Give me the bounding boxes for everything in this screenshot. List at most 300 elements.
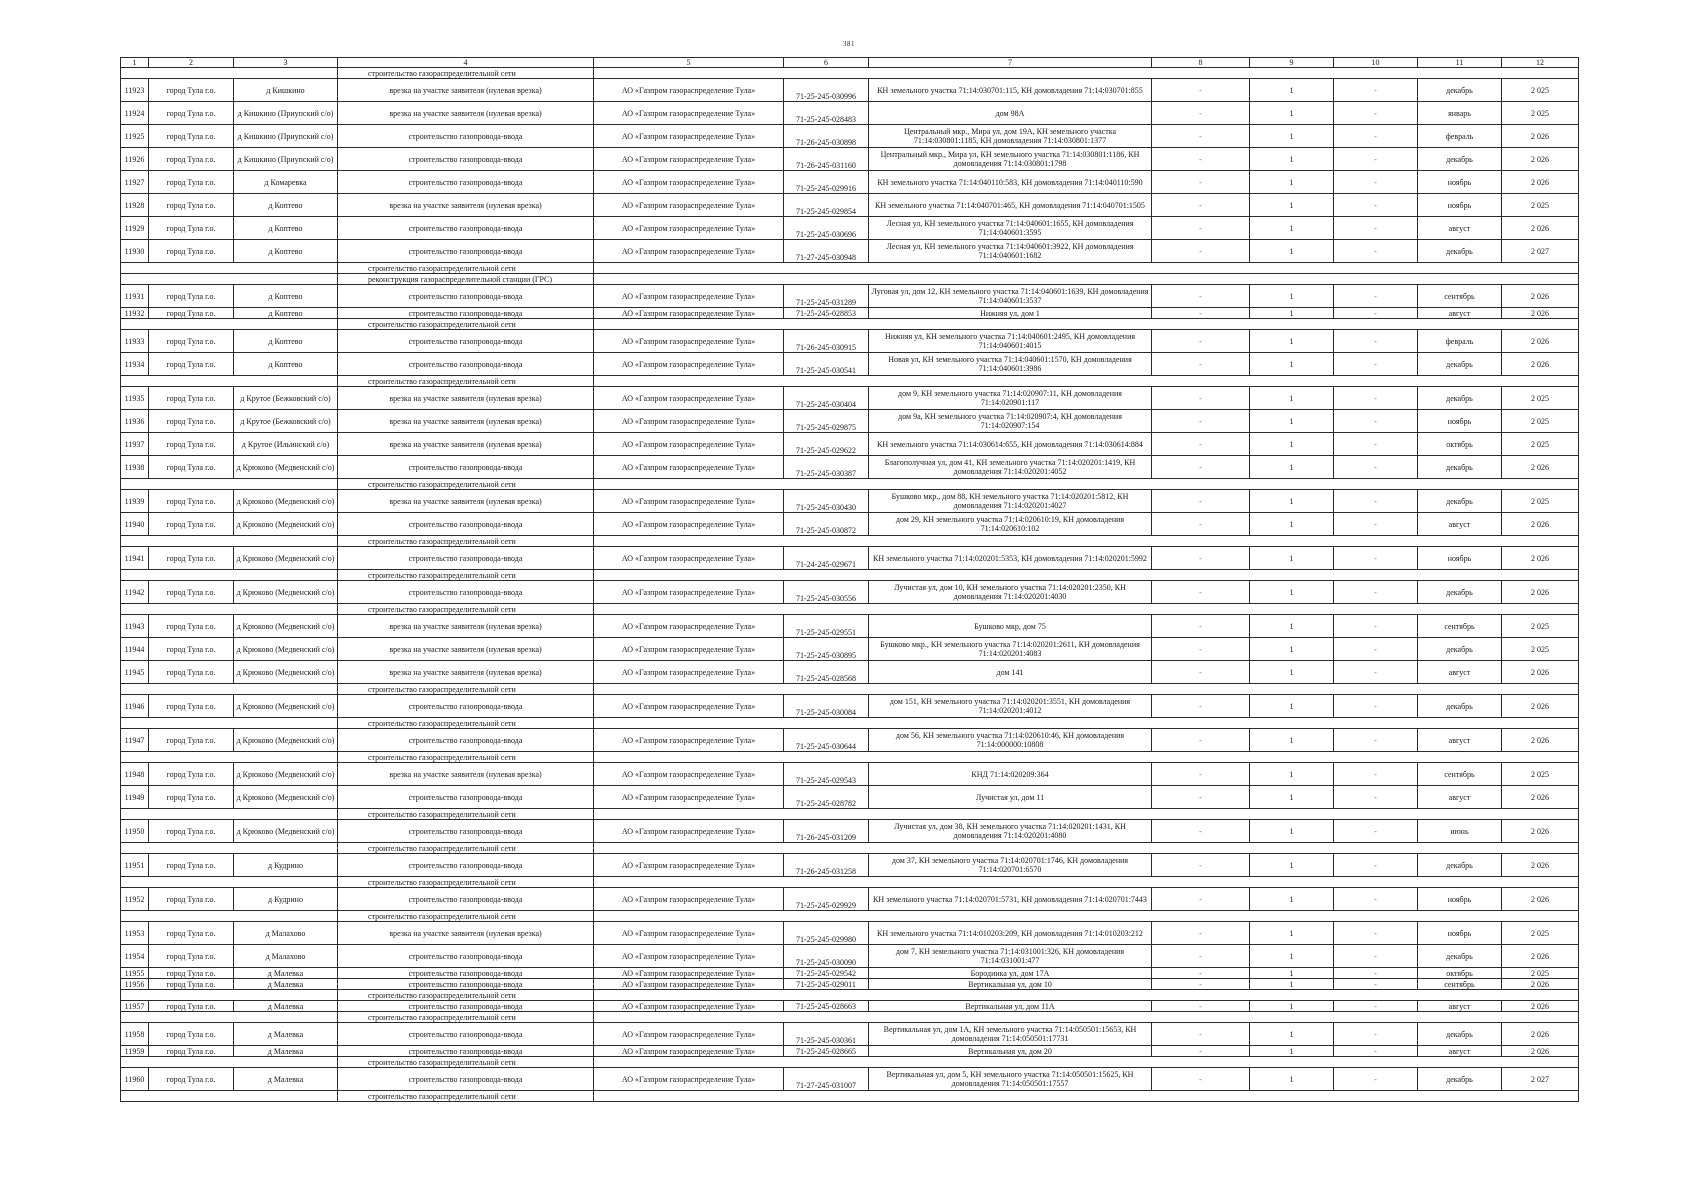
- table-row: [121, 308, 1579, 319]
- year: 2 025: [1502, 490, 1579, 513]
- col10-value: -: [1334, 979, 1418, 990]
- col10-value: -: [1334, 968, 1418, 979]
- year: 2 026: [1502, 979, 1579, 990]
- organization: АО «Газпром газораспределение Тула»: [594, 979, 784, 990]
- col10-value: -: [1334, 888, 1418, 911]
- year: 2 026: [1502, 217, 1579, 240]
- table-row: [121, 330, 1579, 353]
- municipality: город Тула г.о.: [149, 922, 234, 945]
- empty-cell: [121, 718, 338, 729]
- municipality: город Тула г.о.: [149, 410, 234, 433]
- municipality: город Тула г.о.: [149, 1046, 234, 1057]
- table-row: [121, 125, 1579, 148]
- count-value: 1: [1250, 125, 1334, 148]
- application-number: 71-26-245-031258: [784, 854, 869, 877]
- address: Бушково мкр., КН земельного участка 71:14:020201:2611, КН домовладения 71:14:020201:4083: [869, 638, 1152, 661]
- col8-value: -: [1152, 763, 1250, 786]
- application-number: 71-25-245-029551: [784, 615, 869, 638]
- application-number: 71-25-245-029543: [784, 763, 869, 786]
- col8-value: -: [1152, 820, 1250, 843]
- municipality: город Тула г.о.: [149, 1001, 234, 1012]
- empty-cell: [594, 990, 1579, 1001]
- address: Бушково мкр., дом 88, КН земельного участка 71:14:020201:5812, КН домовладения 71:14:020201:4027: [869, 490, 1152, 513]
- settlement: д Крюково (Медвенский с/о): [234, 763, 338, 786]
- col8-value: -: [1152, 922, 1250, 945]
- application-number: 71-25-245-029980: [784, 922, 869, 945]
- count-value: 1: [1250, 410, 1334, 433]
- month: декабрь: [1418, 79, 1502, 102]
- work-type: врезка на участке заявителя (нулевая врезка): [338, 433, 594, 456]
- subsection-label: строительство газораспределительной сети: [338, 479, 594, 490]
- table-body: [121, 68, 1579, 1102]
- settlement: д Крутое (Бежковский с/о): [234, 410, 338, 433]
- settlement: д Кишкино: [234, 79, 338, 102]
- work-type: врезка на участке заявителя (нулевая врезка): [338, 922, 594, 945]
- col10-value: -: [1334, 148, 1418, 171]
- settlement: д Крюково (Медвенский с/о): [234, 695, 338, 718]
- settlement: д Малевка: [234, 1023, 338, 1046]
- col8-value: -: [1152, 353, 1250, 376]
- table-row: [121, 729, 1579, 752]
- col8-value: -: [1152, 1001, 1250, 1012]
- row-number: 11940: [121, 513, 149, 536]
- subsection-label: строительство газораспределительной сети: [338, 263, 594, 274]
- municipality: город Тула г.о.: [149, 330, 234, 353]
- empty-cell: [121, 843, 338, 854]
- application-number: 71-25-245-030361: [784, 1023, 869, 1046]
- address: КН земельного участка 71:14:030614:655, КН домовладения 71:14:030614:884: [869, 433, 1152, 456]
- month: декабрь: [1418, 695, 1502, 718]
- municipality: город Тула г.о.: [149, 387, 234, 410]
- application-number: 71-25-245-031289: [784, 285, 869, 308]
- work-type: строительство газопровода-ввода: [338, 330, 594, 353]
- municipality: город Тула г.о.: [149, 786, 234, 809]
- year: 2 025: [1502, 194, 1579, 217]
- month: сентябрь: [1418, 763, 1502, 786]
- subsection-row: [121, 536, 1579, 547]
- empty-cell: [594, 843, 1579, 854]
- month: август: [1418, 729, 1502, 752]
- address: Луговая ул, дом 12, КН земельного участка 71:14:040601:1639, КН домовладения 71:14:040601:3537: [869, 285, 1152, 308]
- organization: АО «Газпром газораспределение Тула»: [594, 763, 784, 786]
- work-type: строительство газопровода-ввода: [338, 1046, 594, 1057]
- empty-cell: [594, 68, 1579, 79]
- count-value: 1: [1250, 513, 1334, 536]
- column-number: 6: [784, 58, 869, 68]
- col8-value: -: [1152, 387, 1250, 410]
- work-type: строительство газопровода-ввода: [338, 240, 594, 263]
- col8-value: -: [1152, 979, 1250, 990]
- month: июнь: [1418, 820, 1502, 843]
- count-value: 1: [1250, 968, 1334, 979]
- settlement: д Малевка: [234, 979, 338, 990]
- address: Центральный мкр., Мира ул, дом 19А, КН земельного участка 71:14:030801:1185, КН домовладения 71:14:030801:1377: [869, 125, 1152, 148]
- row-number: 11943: [121, 615, 149, 638]
- subsection-row: [121, 1012, 1579, 1023]
- work-type: врезка на участке заявителя (нулевая врезка): [338, 79, 594, 102]
- empty-cell: [594, 718, 1579, 729]
- application-number: 71-25-245-030090: [784, 945, 869, 968]
- organization: АО «Газпром газораспределение Тула»: [594, 786, 784, 809]
- organization: АО «Газпром газораспределение Тула»: [594, 888, 784, 911]
- subsection-label: строительство газораспределительной сети: [338, 809, 594, 820]
- municipality: город Тула г.о.: [149, 433, 234, 456]
- work-type: врезка на участке заявителя (нулевая врезка): [338, 615, 594, 638]
- work-type: строительство газопровода-ввода: [338, 695, 594, 718]
- col8-value: -: [1152, 125, 1250, 148]
- year: 2 026: [1502, 1001, 1579, 1012]
- organization: АО «Газпром газораспределение Тула»: [594, 581, 784, 604]
- settlement: д Крутое (Бежковский с/о): [234, 387, 338, 410]
- year: 2 025: [1502, 387, 1579, 410]
- settlement: д Крюково (Медвенский с/о): [234, 456, 338, 479]
- address: Бородинка ул, дом 17А: [869, 968, 1152, 979]
- month: сентябрь: [1418, 979, 1502, 990]
- count-value: 1: [1250, 490, 1334, 513]
- empty-cell: [594, 1057, 1579, 1068]
- organization: АО «Газпром газораспределение Тула»: [594, 240, 784, 263]
- organization: АО «Газпром газораспределение Тула»: [594, 285, 784, 308]
- year: 2 025: [1502, 615, 1579, 638]
- subsection-row: [121, 376, 1579, 387]
- month: декабрь: [1418, 456, 1502, 479]
- address: Вертикальная ул, дом 11А: [869, 1001, 1152, 1012]
- work-type: строительство газопровода-ввода: [338, 968, 594, 979]
- work-type: строительство газопровода-ввода: [338, 979, 594, 990]
- month: декабрь: [1418, 490, 1502, 513]
- col10-value: -: [1334, 217, 1418, 240]
- address: дом 9а, КН земельного участка 71:14:020907:4, КН домовладения 71:14:020907:154: [869, 410, 1152, 433]
- municipality: город Тула г.о.: [149, 968, 234, 979]
- settlement: д Кудрино: [234, 854, 338, 877]
- table-row: [121, 968, 1579, 979]
- row-number: 11935: [121, 387, 149, 410]
- column-number: 11: [1418, 58, 1502, 68]
- empty-cell: [121, 1091, 338, 1102]
- table-row: [121, 490, 1579, 513]
- page-number: 381: [843, 40, 855, 48]
- empty-cell: [121, 911, 338, 922]
- row-number: 11938: [121, 456, 149, 479]
- row-number: 11947: [121, 729, 149, 752]
- col8-value: -: [1152, 1023, 1250, 1046]
- address: Вертикальная ул, дом 10: [869, 979, 1152, 990]
- year: 2 026: [1502, 786, 1579, 809]
- subsection-label: строительство газораспределительной сети: [338, 990, 594, 1001]
- empty-cell: [594, 1012, 1579, 1023]
- organization: АО «Газпром газораспределение Тула»: [594, 638, 784, 661]
- year: 2 025: [1502, 922, 1579, 945]
- month: декабрь: [1418, 854, 1502, 877]
- application-number: 71-25-245-030872: [784, 513, 869, 536]
- organization: АО «Газпром газораспределение Тула»: [594, 513, 784, 536]
- col10-value: -: [1334, 581, 1418, 604]
- work-type: строительство газопровода-ввода: [338, 217, 594, 240]
- empty-cell: [121, 990, 338, 1001]
- municipality: город Тула г.о.: [149, 308, 234, 319]
- count-value: 1: [1250, 1001, 1334, 1012]
- year: 2 026: [1502, 148, 1579, 171]
- settlement: д Крюково (Медвенский с/о): [234, 581, 338, 604]
- address: Благополучная ул, дом 41, КН земельного участка 71:14:020201:1419, КН домовладения 71:14:020201:4052: [869, 456, 1152, 479]
- organization: АО «Газпром газораспределение Тула»: [594, 353, 784, 376]
- municipality: город Тула г.о.: [149, 854, 234, 877]
- address: КНД 71:14:020209:364: [869, 763, 1152, 786]
- col8-value: -: [1152, 1068, 1250, 1091]
- row-number: 11934: [121, 353, 149, 376]
- col10-value: -: [1334, 513, 1418, 536]
- organization: АО «Газпром газораспределение Тула»: [594, 148, 784, 171]
- organization: АО «Газпром газораспределение Тула»: [594, 661, 784, 684]
- month: ноябрь: [1418, 922, 1502, 945]
- empty-cell: [594, 376, 1579, 387]
- subsection-label: строительство газораспределительной сети: [338, 376, 594, 387]
- address: Вертикальная ул, дом 5, КН земельного участка 71:14:050501:15625, КН домовладения 71:14:050501:17557: [869, 1068, 1152, 1091]
- settlement: д Крюково (Медвенский с/о): [234, 513, 338, 536]
- organization: АО «Газпром газораспределение Тула»: [594, 1023, 784, 1046]
- count-value: 1: [1250, 695, 1334, 718]
- col10-value: -: [1334, 308, 1418, 319]
- settlement: д Крюково (Медвенский с/о): [234, 661, 338, 684]
- subsection-row: [121, 68, 1579, 79]
- subsection-row: [121, 604, 1579, 615]
- month: декабрь: [1418, 240, 1502, 263]
- empty-cell: [594, 1091, 1579, 1102]
- settlement: д Коптево: [234, 194, 338, 217]
- empty-cell: [594, 877, 1579, 888]
- col10-value: -: [1334, 410, 1418, 433]
- organization: АО «Газпром газораспределение Тула»: [594, 79, 784, 102]
- count-value: 1: [1250, 433, 1334, 456]
- count-value: 1: [1250, 456, 1334, 479]
- row-number: 11927: [121, 171, 149, 194]
- address: дом 141: [869, 661, 1152, 684]
- table-row: [121, 387, 1579, 410]
- application-number: 71-25-245-030404: [784, 387, 869, 410]
- count-value: 1: [1250, 581, 1334, 604]
- count-value: 1: [1250, 638, 1334, 661]
- organization: АО «Газпром газораспределение Тула»: [594, 433, 784, 456]
- column-number: 7: [869, 58, 1152, 68]
- col8-value: -: [1152, 410, 1250, 433]
- col8-value: -: [1152, 1046, 1250, 1057]
- empty-cell: [594, 536, 1579, 547]
- address: дом 98А: [869, 102, 1152, 125]
- year: 2 025: [1502, 79, 1579, 102]
- settlement: д Крюково (Медвенский с/о): [234, 547, 338, 570]
- col8-value: -: [1152, 945, 1250, 968]
- count-value: 1: [1250, 387, 1334, 410]
- column-number: 2: [149, 58, 234, 68]
- subsection-label: строительство газораспределительной сети: [338, 684, 594, 695]
- subsection-label: строительство газораспределительной сети: [338, 1012, 594, 1023]
- year: 2 026: [1502, 581, 1579, 604]
- row-number: 11953: [121, 922, 149, 945]
- col10-value: -: [1334, 820, 1418, 843]
- work-type: строительство газопровода-ввода: [338, 1023, 594, 1046]
- count-value: 1: [1250, 308, 1334, 319]
- col10-value: -: [1334, 353, 1418, 376]
- organization: АО «Газпром газораспределение Тула»: [594, 490, 784, 513]
- col10-value: -: [1334, 638, 1418, 661]
- year: 2 026: [1502, 888, 1579, 911]
- year: 2 025: [1502, 968, 1579, 979]
- municipality: город Тула г.о.: [149, 125, 234, 148]
- month: декабрь: [1418, 1068, 1502, 1091]
- col8-value: -: [1152, 456, 1250, 479]
- year: 2 026: [1502, 308, 1579, 319]
- application-number: 71-25-245-028663: [784, 1001, 869, 1012]
- year: 2 026: [1502, 1046, 1579, 1057]
- municipality: город Тула г.о.: [149, 695, 234, 718]
- settlement: д Крюково (Медвенский с/о): [234, 729, 338, 752]
- work-type: строительство газопровода-ввода: [338, 1068, 594, 1091]
- application-number: 71-26-245-031209: [784, 820, 869, 843]
- row-number: 11950: [121, 820, 149, 843]
- address: Лесная ул, КН земельного участка 71:14:040601:3922, КН домовладения 71:14:040601:1682: [869, 240, 1152, 263]
- municipality: город Тула г.о.: [149, 217, 234, 240]
- empty-cell: [121, 536, 338, 547]
- col8-value: -: [1152, 615, 1250, 638]
- col10-value: -: [1334, 615, 1418, 638]
- row-number: 11929: [121, 217, 149, 240]
- application-number: 71-25-245-030541: [784, 353, 869, 376]
- work-type: строительство газопровода-ввода: [338, 547, 594, 570]
- empty-cell: [121, 570, 338, 581]
- subsection-row: [121, 319, 1579, 330]
- application-number: 71-25-245-028483: [784, 102, 869, 125]
- row-number: 11931: [121, 285, 149, 308]
- work-type: строительство газопровода-ввода: [338, 125, 594, 148]
- year: 2 026: [1502, 125, 1579, 148]
- settlement: д Кишкино (Приупский с/о): [234, 148, 338, 171]
- year: 2 026: [1502, 456, 1579, 479]
- col8-value: -: [1152, 217, 1250, 240]
- table-row: [121, 194, 1579, 217]
- empty-cell: [594, 604, 1579, 615]
- organization: АО «Газпром газораспределение Тула»: [594, 1046, 784, 1057]
- row-number: 11952: [121, 888, 149, 911]
- subsection-label: строительство газораспределительной сети: [338, 843, 594, 854]
- subsection-label: строительство газораспределительной сети: [338, 718, 594, 729]
- address: Нижняя ул, дом 1: [869, 308, 1152, 319]
- table-row: [121, 353, 1579, 376]
- row-number: 11949: [121, 786, 149, 809]
- organization: АО «Газпром газораспределение Тула»: [594, 171, 784, 194]
- col8-value: -: [1152, 240, 1250, 263]
- count-value: 1: [1250, 148, 1334, 171]
- address: Вертикальная ул, дом 1А, КН земельного участка 71:14:050501:15653, КН домовладения 71:14:050501:17731: [869, 1023, 1152, 1046]
- subsection-label: строительство газораспределительной сети: [338, 752, 594, 763]
- year: 2 027: [1502, 1068, 1579, 1091]
- organization: АО «Газпром газораспределение Тула»: [594, 125, 784, 148]
- table-row: [121, 1001, 1579, 1012]
- work-type: строительство газопровода-ввода: [338, 945, 594, 968]
- application-number: 71-24-245-029671: [784, 547, 869, 570]
- count-value: 1: [1250, 547, 1334, 570]
- settlement: д Малевка: [234, 1001, 338, 1012]
- work-type: врезка на участке заявителя (нулевая врезка): [338, 638, 594, 661]
- work-type: строительство газопровода-ввода: [338, 581, 594, 604]
- month: август: [1418, 308, 1502, 319]
- col8-value: -: [1152, 638, 1250, 661]
- work-type: врезка на участке заявителя (нулевая врезка): [338, 763, 594, 786]
- address: КН земельного участка 71:14:020201:5353, КН домовладения 71:14:020201:5992: [869, 547, 1152, 570]
- settlement: д Коптево: [234, 330, 338, 353]
- subsection-label: строительство газораспределительной сети: [338, 911, 594, 922]
- year: 2 025: [1502, 102, 1579, 125]
- application-number: 71-26-245-031160: [784, 148, 869, 171]
- work-type: строительство газопровода-ввода: [338, 513, 594, 536]
- empty-cell: [121, 376, 338, 387]
- row-number: 11954: [121, 945, 149, 968]
- empty-cell: [121, 68, 338, 79]
- address: КН земельного участка 71:14:040701:465, КН домовладения 71:14:040701:1505: [869, 194, 1152, 217]
- count-value: 1: [1250, 102, 1334, 125]
- application-number: 71-25-245-030996: [784, 79, 869, 102]
- year: 2 026: [1502, 285, 1579, 308]
- table-row: [121, 581, 1579, 604]
- settlement: д Крюково (Медвенский с/о): [234, 615, 338, 638]
- gas-connection-table: [120, 57, 1579, 1102]
- year: 2 026: [1502, 547, 1579, 570]
- settlement: д Крюково (Медвенский с/о): [234, 638, 338, 661]
- municipality: город Тула г.о.: [149, 763, 234, 786]
- organization: АО «Газпром газораспределение Тула»: [594, 308, 784, 319]
- month: ноябрь: [1418, 547, 1502, 570]
- column-number: 9: [1250, 58, 1334, 68]
- table-row: [121, 410, 1579, 433]
- col10-value: -: [1334, 79, 1418, 102]
- table-row: [121, 638, 1579, 661]
- count-value: 1: [1250, 661, 1334, 684]
- col10-value: -: [1334, 729, 1418, 752]
- year: 2 025: [1502, 763, 1579, 786]
- count-value: 1: [1250, 353, 1334, 376]
- settlement: д Коптево: [234, 240, 338, 263]
- count-value: 1: [1250, 615, 1334, 638]
- col10-value: -: [1334, 125, 1418, 148]
- year: 2 026: [1502, 820, 1579, 843]
- subsection-row: [121, 1057, 1579, 1068]
- row-number: 11946: [121, 695, 149, 718]
- subsection-label: строительство газораспределительной сети: [338, 1057, 594, 1068]
- application-number: 71-25-245-029929: [784, 888, 869, 911]
- table-row: [121, 79, 1579, 102]
- empty-cell: [121, 604, 338, 615]
- col8-value: -: [1152, 854, 1250, 877]
- year: 2 026: [1502, 729, 1579, 752]
- col10-value: -: [1334, 171, 1418, 194]
- column-number: 8: [1152, 58, 1250, 68]
- table-row: [121, 888, 1579, 911]
- col8-value: -: [1152, 729, 1250, 752]
- application-number: 71-25-245-030387: [784, 456, 869, 479]
- organization: АО «Газпром газораспределение Тула»: [594, 217, 784, 240]
- empty-cell: [121, 274, 338, 285]
- col8-value: -: [1152, 194, 1250, 217]
- table-row: [121, 148, 1579, 171]
- settlement: д Кишкино (Приупский с/о): [234, 102, 338, 125]
- month: декабрь: [1418, 581, 1502, 604]
- year: 2 026: [1502, 945, 1579, 968]
- table-row: [121, 763, 1579, 786]
- municipality: город Тула г.о.: [149, 661, 234, 684]
- settlement: д Крюково (Медвенский с/о): [234, 786, 338, 809]
- application-number: 71-27-245-031007: [784, 1068, 869, 1091]
- col8-value: -: [1152, 433, 1250, 456]
- month: ноябрь: [1418, 410, 1502, 433]
